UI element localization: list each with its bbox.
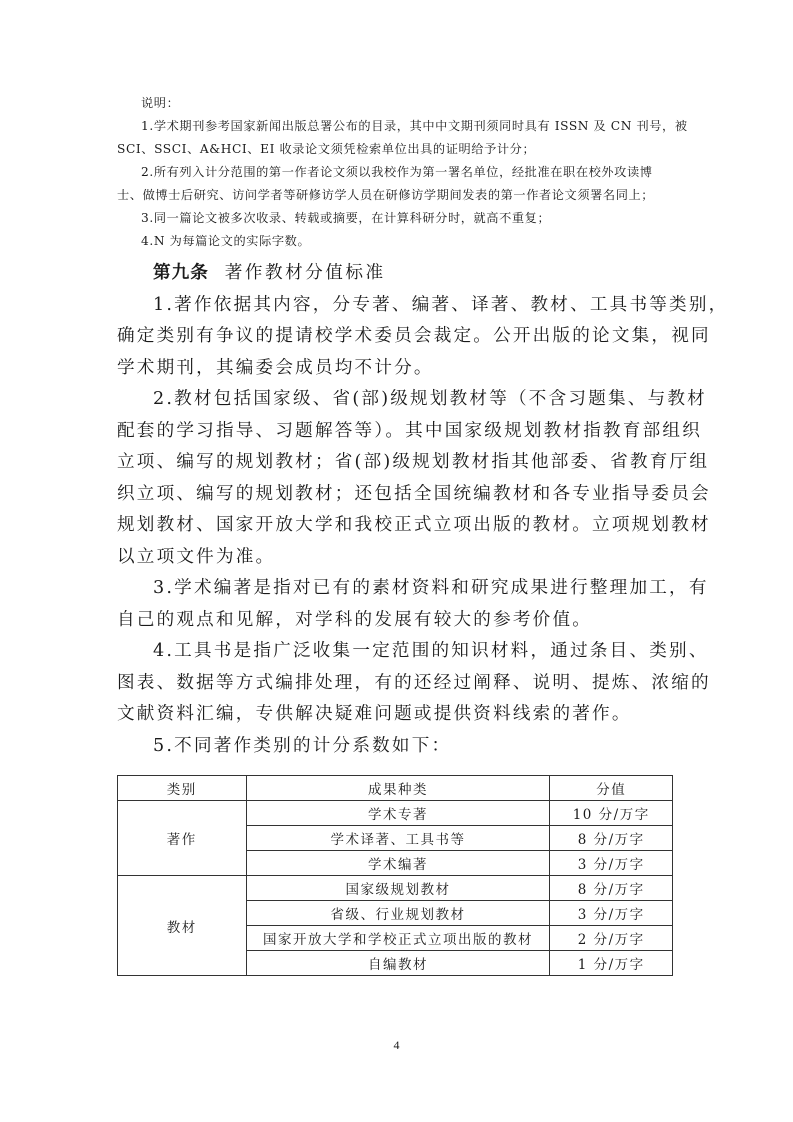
paragraph-line: 图表、数据等方式编排处理，有的还经过阐释、说明、提炼、浓缩的 bbox=[117, 672, 711, 693]
type-cell: 国家级规划教材 bbox=[246, 876, 550, 901]
article-number: 第九条 bbox=[153, 263, 209, 283]
type-cell: 学术专著 bbox=[246, 801, 550, 826]
article-body bbox=[117, 258, 729, 762]
note-line: SCI、SSCI、A&HCI、EI 收录论文须凭检索单位出具的证明给予计分； bbox=[117, 142, 536, 156]
note-line: 士、做博士后研究、访问学者等研修访学人员在研修访学期间发表的第一作者论文须署名同上； bbox=[117, 188, 655, 202]
article-heading bbox=[117, 258, 677, 290]
score-cell: 8 分/万字 bbox=[550, 876, 673, 901]
article-title: 著作教材分值标准 bbox=[224, 263, 386, 283]
paragraph-line: 1.著作依据其内容，分专著、编著、译著、教材、工具书等类别， bbox=[153, 294, 729, 315]
score-table bbox=[117, 775, 673, 976]
score-cell: 8 分/万字 bbox=[550, 826, 673, 851]
page-number: 4 bbox=[393, 1038, 400, 1052]
score-cell: 2 分/万字 bbox=[550, 926, 673, 951]
note-line: 2.所有列入计分范围的第一作者论文须以我校作为第一署名单位，经批准在职在校外攻读博 bbox=[141, 165, 653, 179]
paragraph-2 bbox=[117, 384, 711, 573]
table-header-row bbox=[118, 776, 673, 801]
table-row bbox=[118, 801, 673, 826]
table-row bbox=[118, 876, 673, 901]
note-line: 1.学术期刊参考国家新闻出版总署公布的目录，其中中文期刊须同时具有 ISSN 及 CN 刊号，被 bbox=[141, 119, 688, 133]
type-cell: 自编教材 bbox=[246, 951, 550, 976]
paragraph-line: 配套的学习指导、习题解答等）。其中国家级规划教材指教育部组织 bbox=[117, 420, 703, 441]
paragraph-line: 学术期刊，其编委会成员均不计分。 bbox=[117, 357, 434, 378]
header-type: 成果种类 bbox=[246, 776, 550, 801]
paragraph-line: 立项、编写的规划教材；省(部)级规划教材指其他部委、省教育厅组 bbox=[117, 452, 710, 472]
paragraph-5 bbox=[117, 731, 677, 763]
paragraph-line: 确定类别有争议的提请校学术委员会裁定。公开出版的论文集，视同 bbox=[117, 326, 711, 346]
paragraph-line: 3.学术编著是指对已有的素材资料和研究成果进行整理加工，有 bbox=[153, 578, 709, 598]
type-cell: 国家开放大学和学校正式立项出版的教材 bbox=[246, 926, 550, 951]
type-cell: 省级、行业规划教材 bbox=[246, 901, 550, 926]
note-line: 3.同一篇论文被多次收录、转载或摘要，在计算科研分时，就高不重复； bbox=[141, 211, 551, 225]
type-cell: 学术译著、工具书等 bbox=[246, 826, 550, 851]
paragraph-line: 自己的观点和见解，对学科的发展有较大的参考价值。 bbox=[117, 609, 593, 630]
header-score: 分值 bbox=[550, 776, 673, 801]
score-cell: 3 分/万字 bbox=[550, 851, 673, 876]
paragraph-line: 4.工具书是指广泛收集一定范围的知识材料，通过条目、类别、 bbox=[153, 641, 709, 661]
category-cell: 教材 bbox=[118, 876, 247, 976]
paragraph-line: 织立项、编写的规划教材；还包括全国统编教材和各专业指导委员会 bbox=[117, 483, 711, 504]
paragraph-3 bbox=[117, 573, 709, 636]
paragraph-1 bbox=[117, 290, 729, 385]
paragraph-line: 规划教材、国家开放大学和我校正式立项出版的教材。立项规划教材 bbox=[117, 515, 711, 535]
type-cell: 学术编著 bbox=[246, 851, 550, 876]
notes-heading: 说明： bbox=[141, 96, 180, 110]
score-cell: 3 分/万字 bbox=[550, 901, 673, 926]
paragraph-4 bbox=[117, 636, 711, 731]
paragraph-line: 以立项文件为准。 bbox=[117, 546, 276, 567]
paragraph-line: 5.不同著作类别的计分系数如下： bbox=[153, 735, 452, 756]
paragraph-line: 文献资料汇编，专供解决疑难问题或提供资料线索的著作。 bbox=[117, 704, 632, 724]
category-cell: 著作 bbox=[118, 801, 247, 876]
score-cell: 10 分/万字 bbox=[550, 801, 673, 826]
note-line: 4.N 为每篇论文的实际字数。 bbox=[141, 234, 311, 248]
paragraph-line: 2.教材包括国家级、省(部)级规划教材等（不含习题集、与教材 bbox=[153, 389, 707, 409]
notes-section bbox=[117, 92, 688, 253]
score-cell: 1 分/万字 bbox=[550, 951, 673, 976]
header-category: 类别 bbox=[118, 776, 247, 801]
